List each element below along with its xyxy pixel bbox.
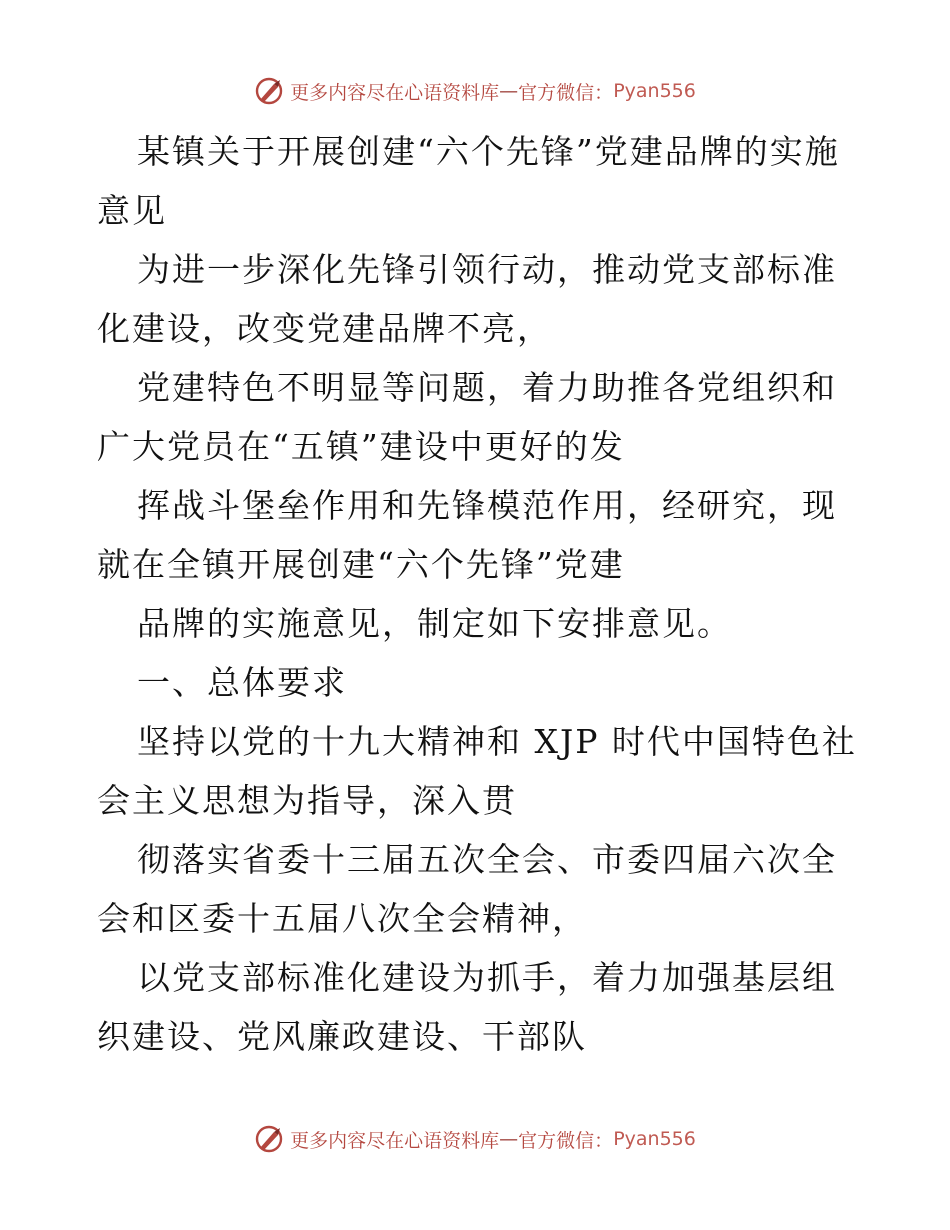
doc-title: 某镇关于开展创建“六个先锋”党建品牌的实施意见 <box>97 132 840 230</box>
header-watermark <box>0 76 950 106</box>
paragraph: 彻落实省委十三届五次全会、市委四届六次全会和区委十五届八次全会精神， <box>97 840 837 938</box>
paragraph: 党建特色不明显等问题，着力助推各党组织和广大党员在“五镇”建设中更好的发 <box>97 368 837 466</box>
paragraph: 为进一步深化先锋引领行动，推动党支部标准化建设，改变党建品牌不亮， <box>97 250 837 348</box>
document-body <box>97 122 857 1066</box>
section-heading: 一、总体要求 <box>137 663 347 702</box>
paragraph: 以党支部标准化建设为抓手，着力加强基层组织建设、党风廉政建设、干部队 <box>97 958 837 1056</box>
footer-watermark <box>0 1124 950 1154</box>
watermark-brand: 更多内容尽在心语资料库 <box>290 81 500 104</box>
watermark-brand: 更多内容尽在心语资料库 <box>290 1129 500 1152</box>
quill-logo-icon <box>254 76 284 106</box>
quill-logo-icon <box>254 1124 284 1154</box>
watermark-official: 官方微信： <box>518 1129 614 1152</box>
watermark-dash: — <box>499 1128 519 1150</box>
paragraph: 品牌的实施意见，制定如下安排意见。 <box>137 604 732 643</box>
paragraph: 坚持以党的十九大精神和 XJP 时代中国特色社会主义思想为指导，深入贯 <box>97 722 857 820</box>
watermark-dash: — <box>499 80 519 102</box>
watermark-handle: Pyan556 <box>613 80 696 102</box>
watermark-handle: Pyan556 <box>613 1128 696 1150</box>
watermark-official: 官方微信： <box>518 81 614 104</box>
paragraph: 挥战斗堡垒作用和先锋模范作用，经研究，现就在全镇开展创建“六个先锋”党建 <box>97 486 837 584</box>
